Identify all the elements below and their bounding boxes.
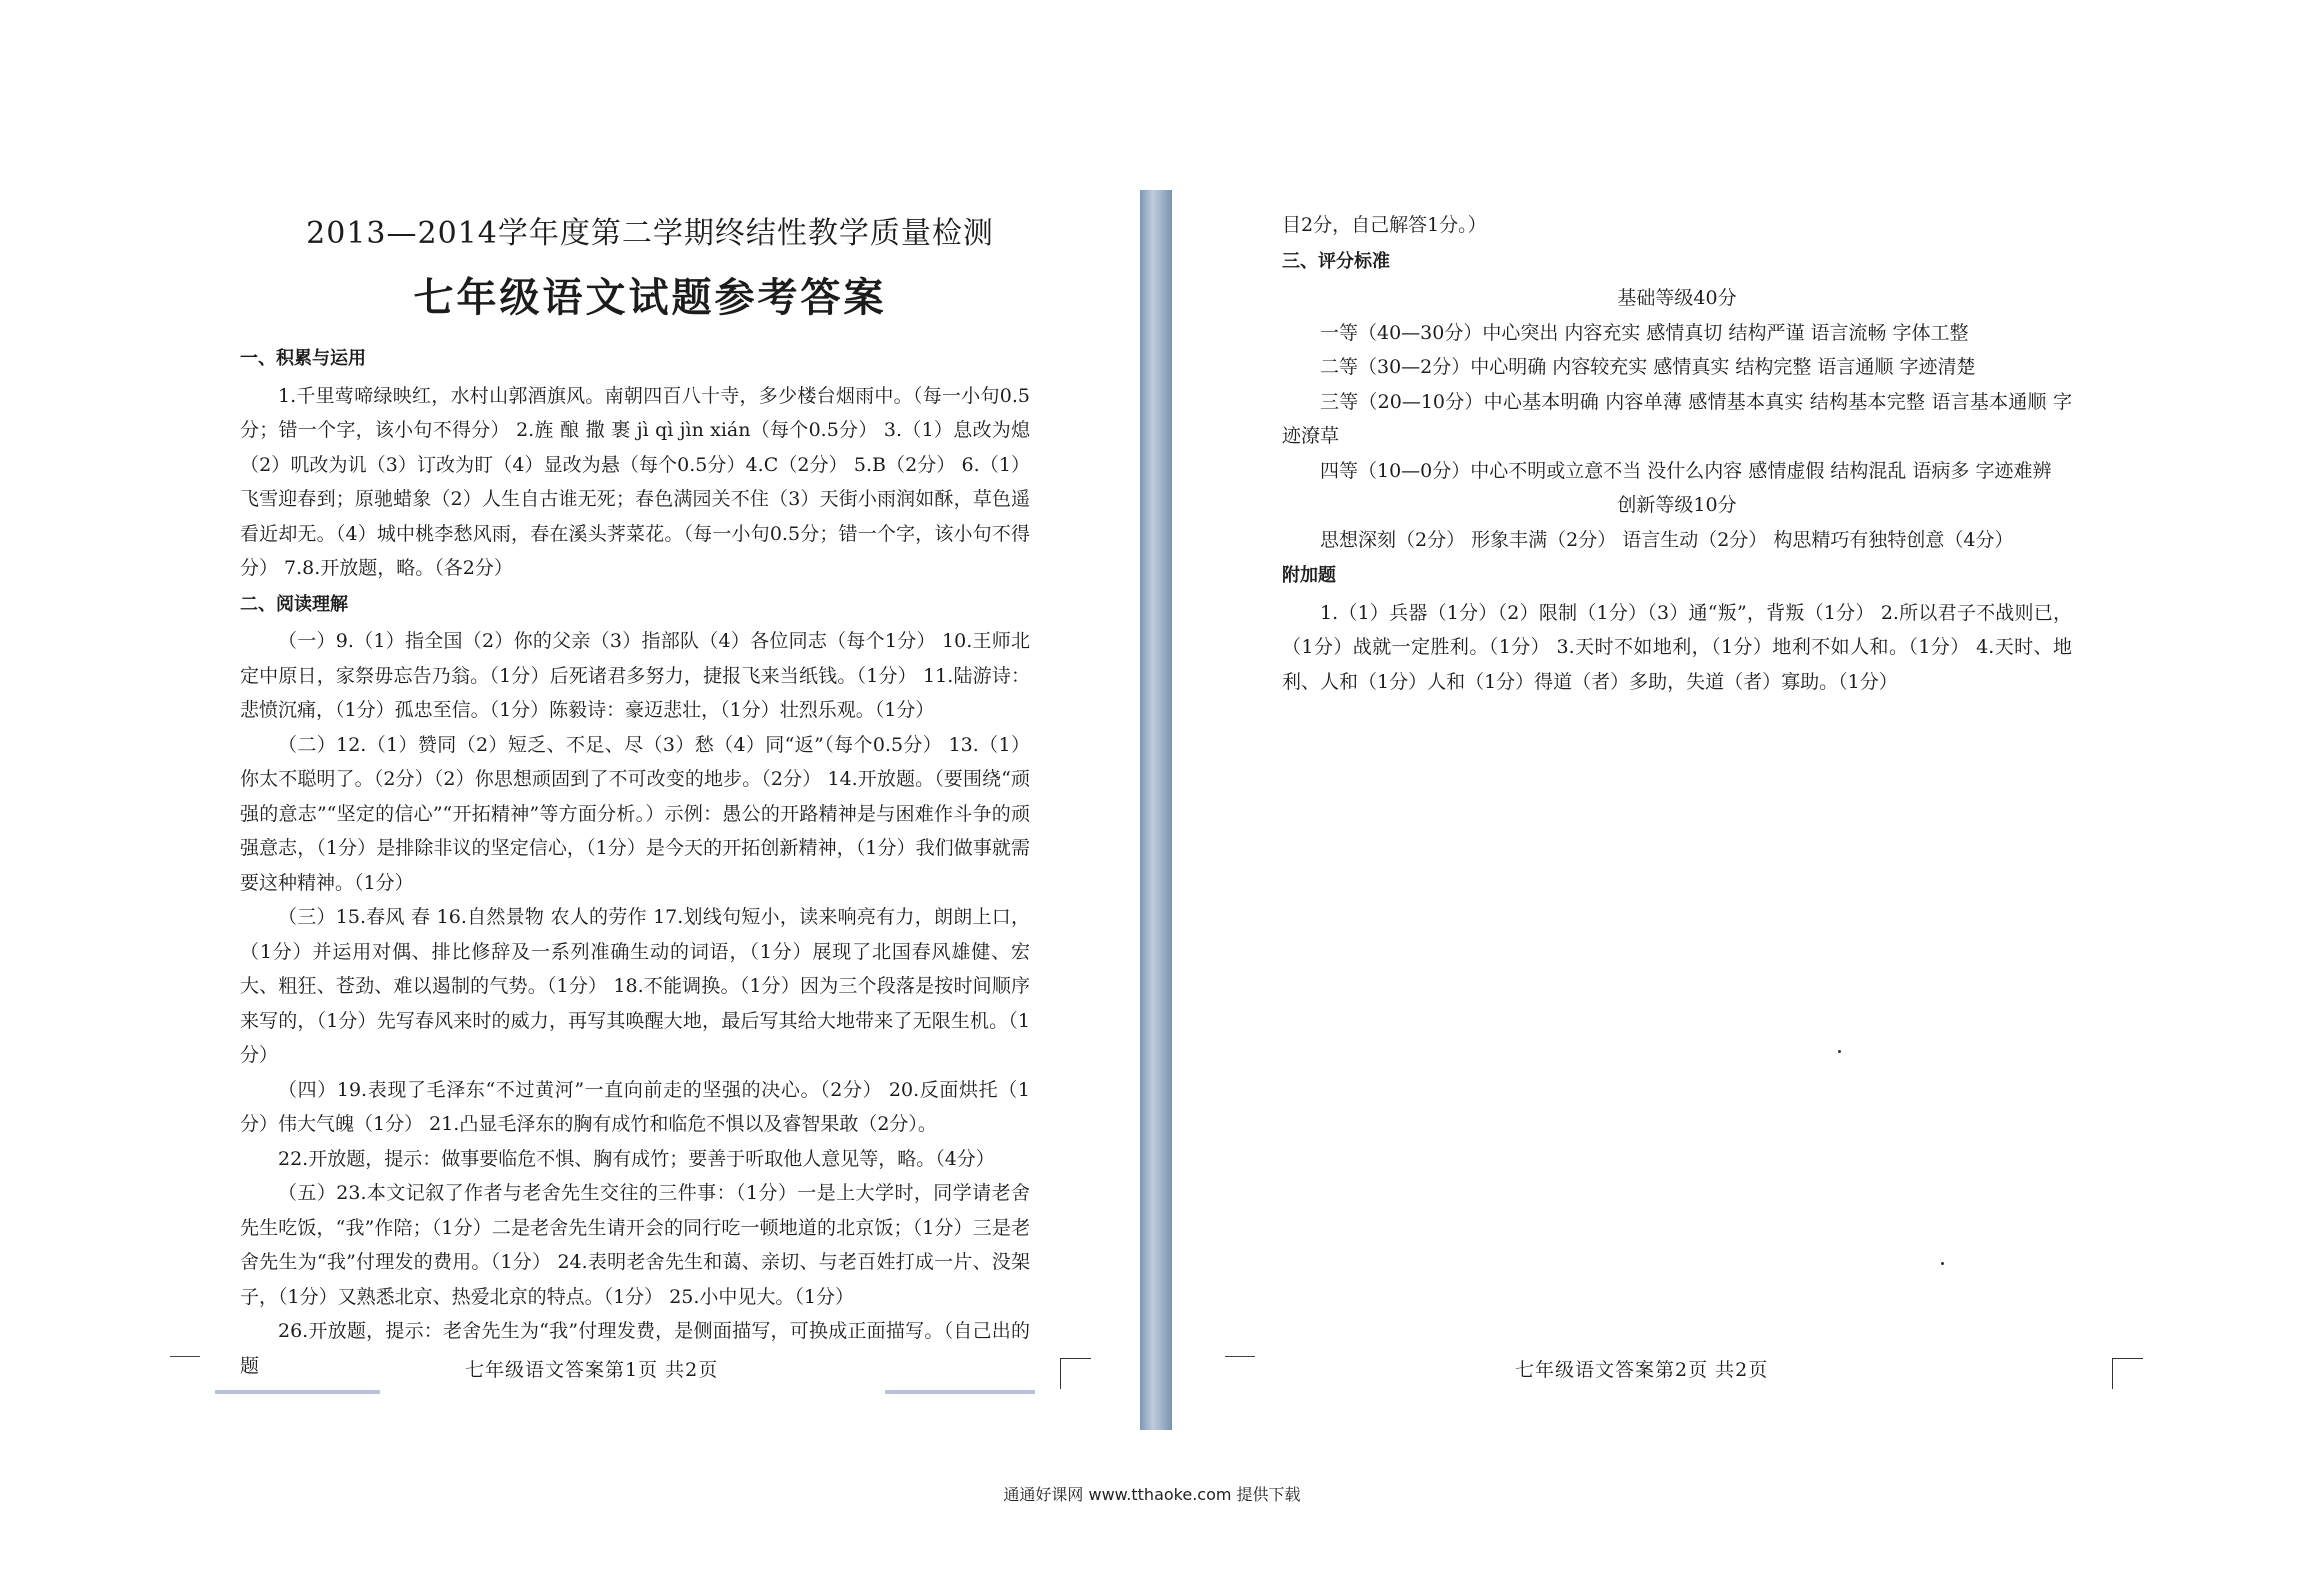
crop-mark xyxy=(1225,1356,1255,1357)
grade-second: 二等（30—2分）中心明确 内容较充实 感情真实 结构完整 语言通顺 字迹清楚 xyxy=(1320,356,1976,378)
section-heading-scoring: 三、评分标准 xyxy=(1282,250,1390,272)
answer-paragraph-part-five: （五）23.本文记叙了作者与老舍先生交往的三件事：（1分）一是上大学时，同学请老舍先生吃饭，“我”作陪；（1分）二是老舍先生请开会的同行吃一顿地道的北京饭；（1分）三是老舍先生为“我”付理发的费用。（1分） 24.表明老舍先生和蔼、亲切、与老百姓打成一片、没架子，（1分）又熟悉北京、热爱北京的特点。（1分） 25.小中见大。（1分） xyxy=(240,1182,1030,1308)
main-title: 七年级语文试题参考答案 xyxy=(413,274,887,321)
scan-artifact xyxy=(215,1390,380,1394)
answer-paragraph-part-three: （三）15.春风 春 16.自然景物 农人的劳作 17.划线句短小，读来响亮有力，朗朗上口，（1分）并运用对偶、排比修辞及一系列准确生动的词语，（1分）展现了北国春风雄健、宏大、粗狂、苍劲、难以遏制的气势。（1分） 18.不能调换。（1分）因为三个段落是按时间顺序来写的，（1分）先写春风来时的威力，再写其唤醒大地，最后写其给大地带来了无限生机。（1分） xyxy=(240,906,1030,1066)
section-heading-bonus: 附加题 xyxy=(1282,565,1336,586)
answer-paragraph-22: 22.开放题，提示：做事要临危不惧、胸有成竹；要善于听取他人意见等，略。（4分） xyxy=(278,1147,995,1170)
crop-mark xyxy=(170,1356,200,1357)
answer-paragraph-part-four: （四）19.表现了毛泽东“不过黄河”一直向前走的坚强的决心。（2分） 20.反面烘托（1分）伟大气魄（1分） 21.凸显毛泽东的胸有成竹和临危不惧以及睿智果敢（2分）。 xyxy=(240,1078,1030,1135)
scan-speck xyxy=(1838,1050,1841,1053)
answer-paragraph-1-7: 1.千里莺啼绿映红，水村山郭酒旗风。南朝四百八十寺，多少楼台烟雨中。（每一小句0.5分；错一个字，该小句不得分） 2.旌 酿 撒 裹 jì qì jìn xián（每个0.5分） 3.（1）息改为熄（2）叽改为讥（3）订改为盯（4）显改为悬（每个0.5分）4.C（2分） 5.B（2分） 6.（1）飞雪迎春到；原驰蜡象（2）人生自古谁无死；春色满园关不住（3）天街小雨润如酥，草色遥看近却无。（4）城中桃李愁风雨，春在溪头荠菜花。（每一小句0.5分；错一个字，该小句不得分） 7.8.开放题，略。（各2分） xyxy=(240,384,1030,579)
answer-paragraph-part-one: （一）9.（1）指全国（2）你的父亲（3）指部队（4）各位同志（每个1分） 10.王师北定中原日，家祭毋忘告乃翁。（1分）后死诸君多努力，捷报飞来当纸钱。（1分） 11.陆游诗：悲愤沉痛，（1分）孤忠至信。（1分）陈毅诗：豪迈悲壮，（1分）壮烈乐观。（1分） xyxy=(240,630,1030,721)
section-heading-reading: 二、阅读理解 xyxy=(240,593,348,615)
scan-artifact xyxy=(885,1390,1035,1394)
download-source-footer: 通通好课网 www.tthaoke.com 提供下载 xyxy=(1003,1485,1301,1504)
scan-speck xyxy=(1941,1262,1944,1265)
right-page-content xyxy=(1282,208,2072,699)
section-heading-accumulation: 一、积累与运用 xyxy=(240,348,366,369)
answer-paragraph-part-two: （二）12.（1）赞同（2）短乏、不足、尽（3）愁（4）同“返”（每个0.5分） 13.（1）你太不聪明了。（2分）（2）你思想顽固到了不可改变的地步。（2分） 14.开放题。（要围绕“顽强的意志”“坚定的信心”“开拓精神”等方面分析。）示例：愚公的开路精神是与困难作斗争的顽强意志，（1分）是排除非议的坚定信心，（1分）是今天的开拓创新精神，（1分）我们做事就需要这种精神。（1分） xyxy=(240,733,1030,894)
exam-title: 2013—2014学年度第二学期终结性教学质量检测 xyxy=(306,216,994,251)
crop-corner-mark xyxy=(2112,1358,2143,1389)
page-binding-divider xyxy=(1140,190,1172,1430)
answer-paragraph-26: 26.开放题，提示：老舍先生为“我”付理发费，是侧面描写，可换成正面描写。（自己出的题 xyxy=(240,1320,1030,1377)
grade-first: 一等（40—30分）中心突出 内容充实 感情真切 结构严谨 语言流畅 字体工整 xyxy=(1320,321,1969,344)
innovation-criteria: 思想深刻（2分） 形象丰满（2分） 语言生动（2分） 构思精巧有独特创意（4分） xyxy=(1320,528,2014,551)
innovation-level-heading: 创新等级10分 xyxy=(1617,494,1737,516)
grade-fourth: 四等（10—0分）中心不明或立意不当 没什么内容 感情虚假 结构混乱 语病多 字迹难辨 xyxy=(1320,459,2052,482)
page-footer-2: 七年级语文答案第2页 共2页 xyxy=(1515,1359,1769,1381)
bonus-answers: 1.（1）兵器（1分）（2）限制（1分）（3）通“叛”，背叛（1分） 2.所以君子不战则已，（1分）战就一定胜利。（1分） 3.天时不如地利，（1分）地利不如人和。（1分） 4.天时、地利、人和（1分）人和（1分）得道（者）多助，失道（者）寡助。（1分） xyxy=(1282,601,2072,693)
continued-answer-26: 目2分，自己解答1分。） xyxy=(1282,214,1487,236)
grade-third: 三等（20—10分）中心基本明确 内容单薄 感情基本真实 结构基本完整 语言基本通顺 字迹潦草 xyxy=(1282,390,2072,447)
basic-level-heading: 基础等级40分 xyxy=(1617,287,1737,309)
crop-corner-mark xyxy=(1060,1358,1091,1389)
left-page-content xyxy=(240,340,1030,1383)
page-footer-1: 七年级语文答案第1页 共2页 xyxy=(465,1359,719,1381)
